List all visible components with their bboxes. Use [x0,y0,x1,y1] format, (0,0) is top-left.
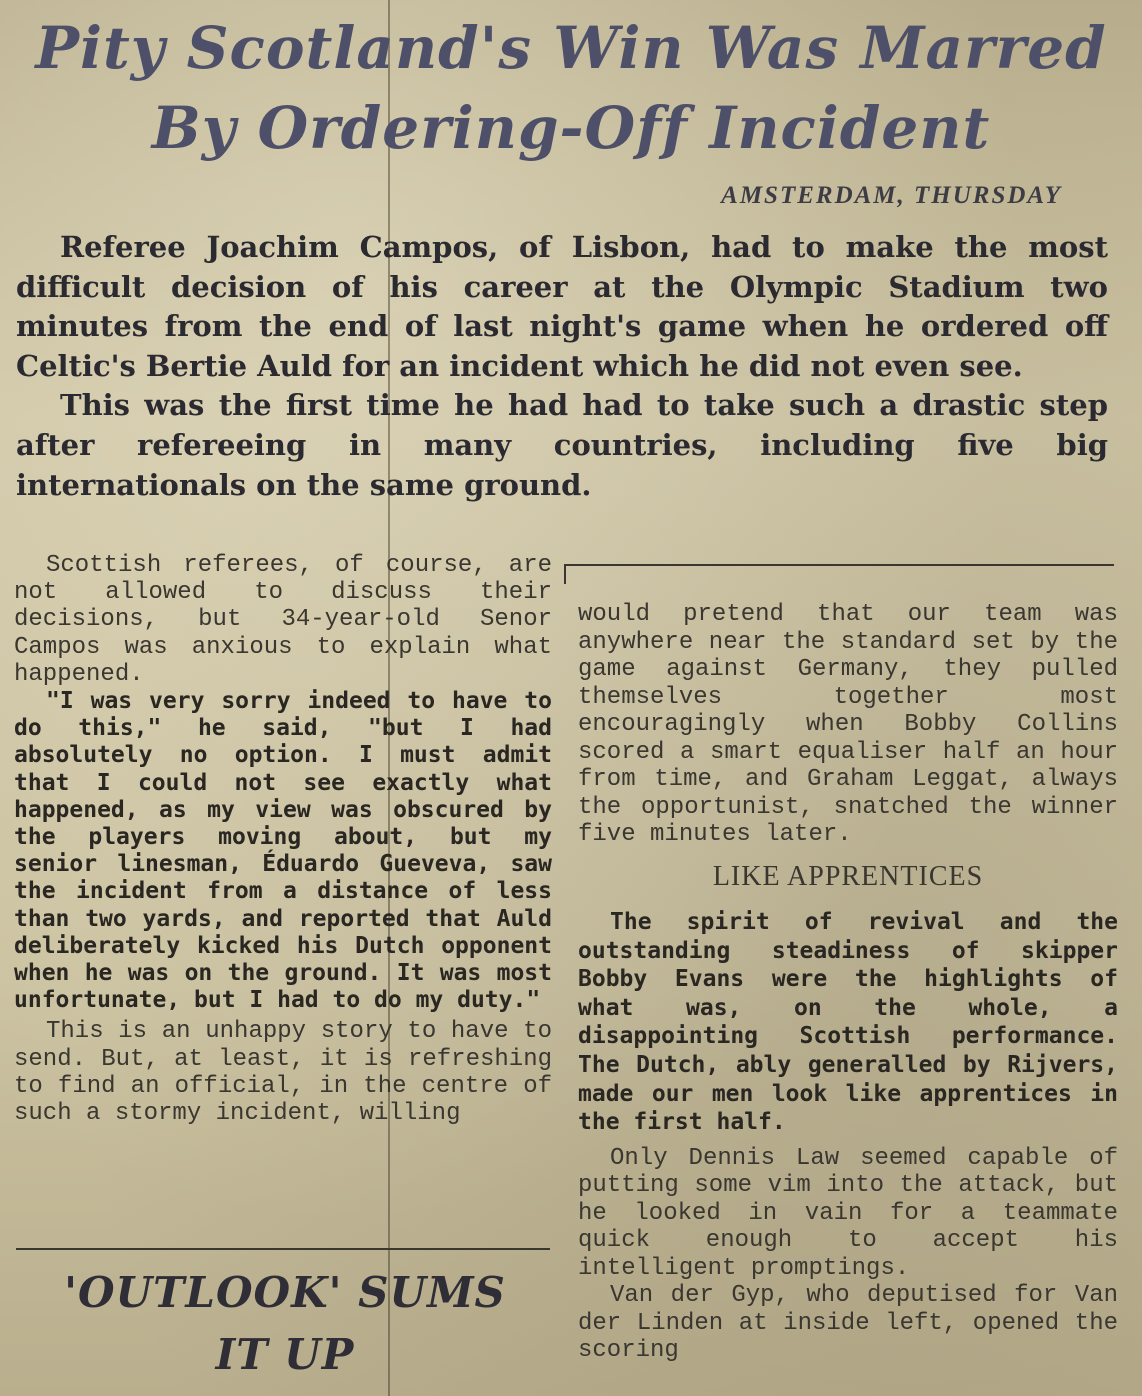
headline-line-1: Pity Scotland's Win Was Marred [35,14,1107,82]
body-paragraph: would pretend that our team was anywhere near the standard set by the game against Germany, they pulled themselves together most encouragingly when Bobby Collins scored a smart equaliser half an hour from time, and Graham Leggat, always the opportunist, snatched the winner five minutes later. [578,601,1118,848]
left-column [14,552,552,1127]
headline [0,8,1142,168]
right-column [578,601,1118,1365]
referee-quote: "I was very sorry indeed to have to do this," he said, "but I had absolutely no option. I must admit that I could not see exactly what happened, as my view was obscured by the players moving about, but my senior linesman, Éduardo Gueveva, saw the incident from a distance of less than two yards, and reported that Auld deliberately kicked his Dutch opponent when he was on the ground. It was most unfortunate, but I had to do my duty." [14,688,552,1014]
box-headline [20,1262,550,1386]
body-paragraph: This is an unhappy story to have to send. But, at least, it is refreshing to find an official, in the centre of such a stormy incident, willing [14,1018,552,1128]
body-paragraph: Van der Gyp, who deputised for Van der Linden at inside left, opened the scoring [578,1282,1118,1365]
section-rule [16,1248,550,1250]
box-headline-line-2: IT UP [215,1330,355,1379]
dateline: AMSTERDAM, THURSDAY [721,182,1062,209]
body-paragraph: Only Dennis Law seemed capable of putting some vim into the attack, but he looked in vain for a teammate quick enough to accept his intelligent promptings. [578,1144,1118,1282]
box-headline-line-1: 'OUTLOOK' SUMS [64,1268,506,1317]
headline-line-2: By Ordering-Off Incident [151,94,991,162]
box-rule-corner [564,564,566,584]
body-paragraph: Scottish referees, of course, are not allowed to discuss their decisions, but 34-year-old Senor Campos was anxious to explain what happened. [14,552,552,688]
bold-paragraph: The spirit of revival and the outstanding steadiness of skipper Bobby Evans were the highlights of what was, on the whole, a disappointing Scottish performance. The Dutch, ably generalled by Rijvers, made our men look like apprentices in the first half. [578,909,1118,1136]
lead-paragraphs [16,228,1108,505]
lead-paragraph: This was the first time he had had to take such a drastic step after refereeing in many countries, including five big internationals on the same ground. [16,388,1108,502]
box-rule-top [564,564,1114,566]
lead-paragraph: Referee Joachim Campos, of Lisbon, had to make the most difficult decision of his career at the Olympic Stadium two minutes from the end of last night's game when he ordered off Celtic's Bertie Auld for an incident which he did not even see. [16,230,1108,383]
subheading: LIKE APPRENTICES [712,860,984,892]
